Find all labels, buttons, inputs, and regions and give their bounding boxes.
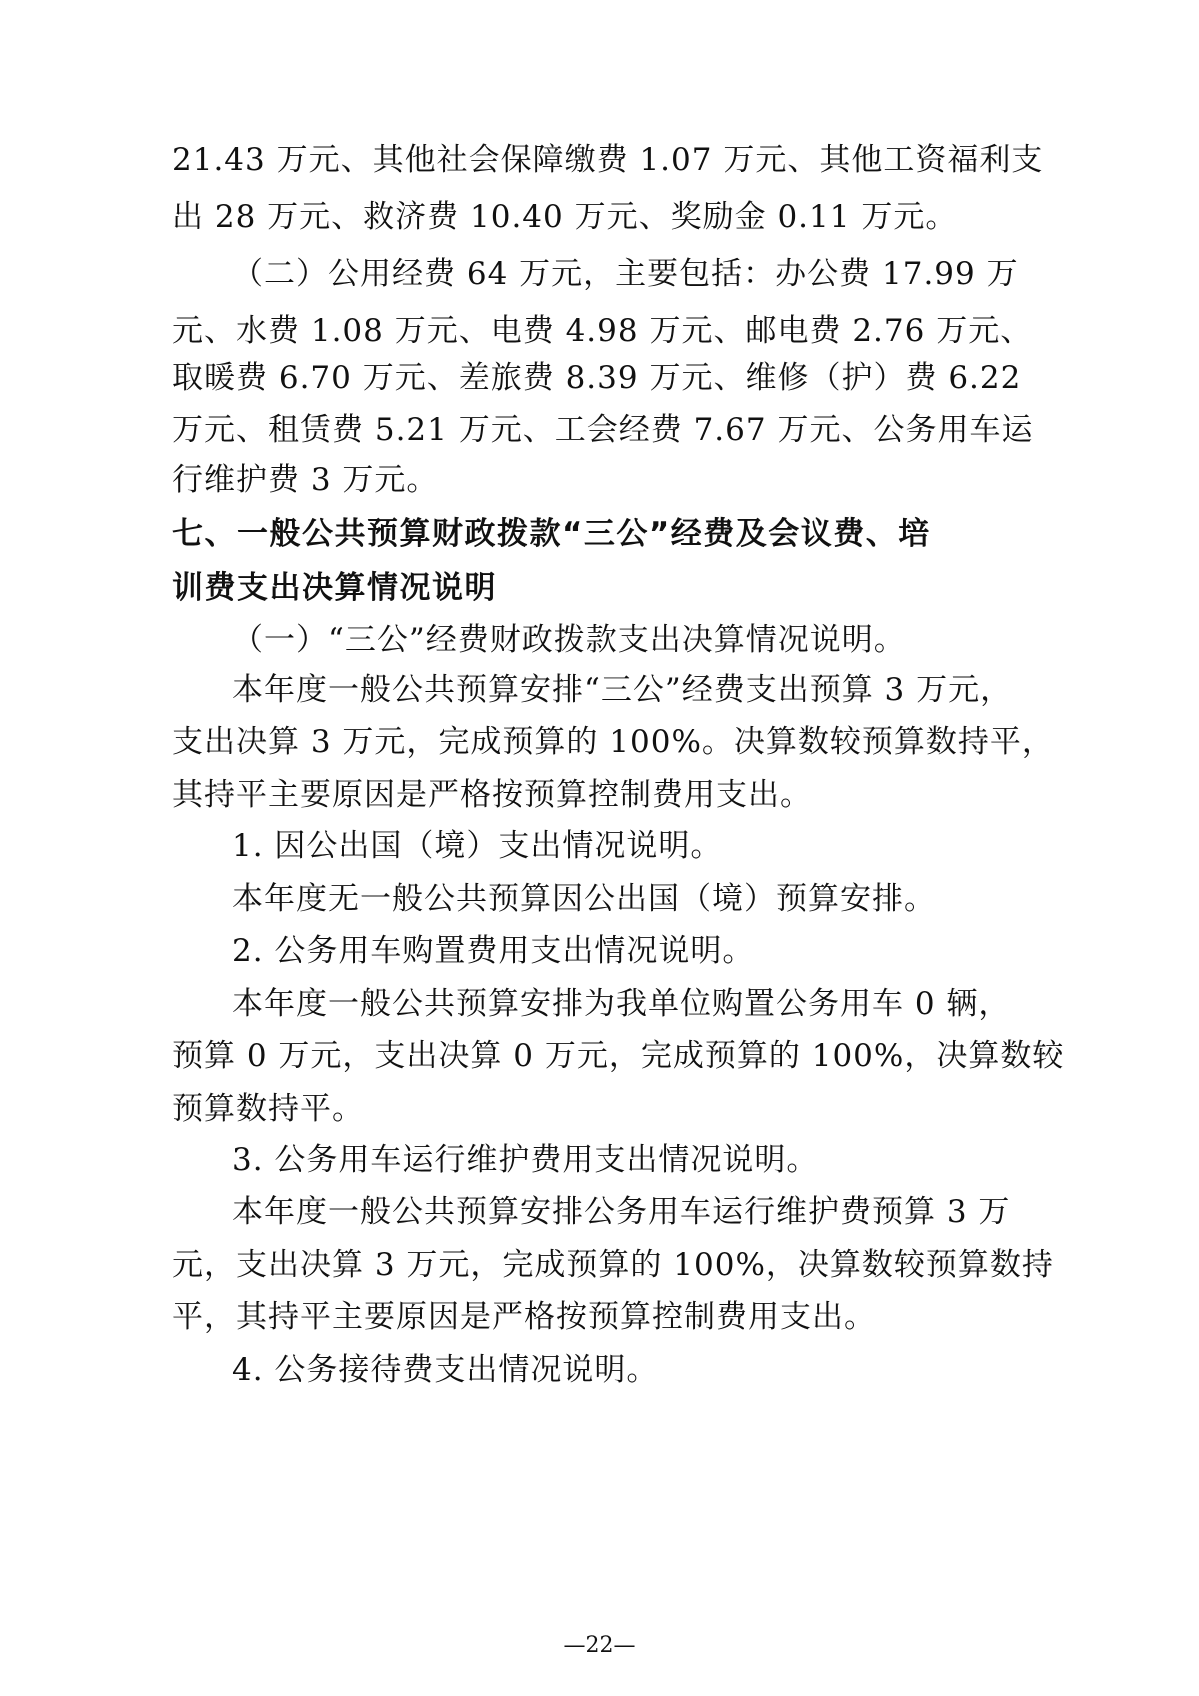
section-heading: 七、一般公共预算财政拨款“三公”经费及会议费、培	[172, 516, 931, 552]
item-heading: 3. 公务用车运行维护费用支出情况说明。	[232, 1142, 819, 1178]
body-text-line: 元、水费 1.08 万元、电费 4.98 万元、邮电费 2.76 万元、	[172, 313, 1033, 349]
subsection-heading: （一）“三公”经费财政拨款支出决算情况说明。	[232, 622, 906, 658]
body-text-line: 本年度无一般公共预算因公出国（境）预算安排。	[232, 881, 936, 917]
body-text-line: 万元、租赁费 5.21 万元、工会经费 7.67 万元、公务用车运	[172, 412, 1034, 448]
body-text-line: 元，支出决算 3 万元，完成预算的 100%，决算数较预算数持	[172, 1247, 1054, 1283]
body-text-line: 本年度一般公共预算安排公务用车运行维护费预算 3 万	[232, 1194, 1011, 1230]
item-heading: 4. 公务接待费支出情况说明。	[232, 1352, 659, 1388]
body-text-line: 平，其持平主要原因是严格按预算控制费用支出。	[172, 1299, 876, 1335]
body-text-line: 取暖费 6.70 万元、差旅费 8.39 万元、维修（护）费 6.22	[172, 360, 1022, 396]
body-text-line: 支出决算 3 万元，完成预算的 100%。决算数较预算数持平，	[172, 724, 1054, 760]
body-text-line: 预算数持平。	[172, 1091, 364, 1127]
body-text-line: 本年度一般公共预算安排“三公”经费支出预算 3 万元，	[232, 672, 1013, 708]
body-text-line: 预算 0 万元，支出决算 0 万元，完成预算的 100%，决算数较	[172, 1038, 1065, 1074]
page-number: —22—	[563, 1633, 636, 1658]
item-heading: 2. 公务用车购置费用支出情况说明。	[232, 933, 755, 969]
body-text-line: （二）公用经费 64 万元，主要包括：办公费 17.99 万	[232, 256, 1019, 292]
body-text-line: 出 28 万元、救济费 10.40 万元、奖励金 0.11 万元。	[172, 199, 958, 235]
section-heading: 训费支出决算情况说明	[172, 570, 497, 606]
body-text-line: 21.43 万元、其他社会保障缴费 1.07 万元、其他工资福利支	[172, 142, 1044, 178]
body-text-line: 行维护费 3 万元。	[172, 462, 439, 498]
body-text-line: 其持平主要原因是严格按预算控制费用支出。	[172, 777, 812, 813]
body-text-line: 本年度一般公共预算安排为我单位购置公务用车 0 辆，	[232, 986, 1011, 1022]
item-heading: 1. 因公出国（境）支出情况说明。	[232, 828, 723, 864]
